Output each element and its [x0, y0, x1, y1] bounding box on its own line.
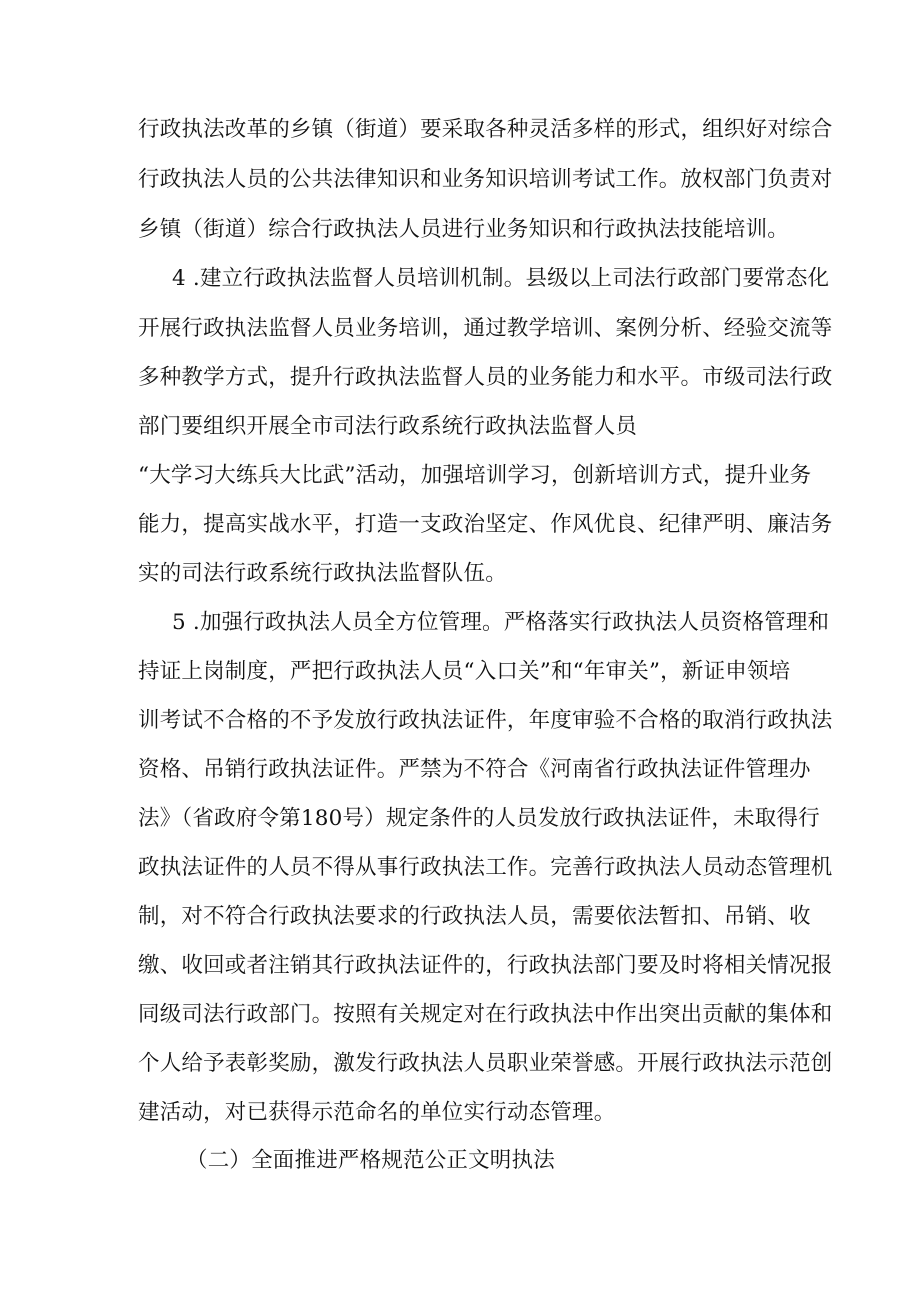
section-heading: （二）全面推进严格规范公正文明执法 — [186, 1148, 555, 1173]
paragraph-line: 制，对不符合行政执法要求的行政执法人员，需要依法暂扣、吊销、收 — [138, 904, 811, 929]
paragraph-line: 5 .加强行政执法人员全方位管理。严格落实行政执法人员资格管理和 — [172, 610, 830, 635]
paragraph-line: 开展行政执法监督人员业务培训，通过教学培训、案例分析、经验交流等 — [138, 316, 833, 341]
paragraph-line: 能力，提高实战水平，打造一支政治坚定、作风优良、纪律严明、廉洁务 — [138, 512, 833, 537]
paragraph-line: 个人给予表彰奖励，激发行政执法人员职业荣誉感。开展行政执法示范创 — [138, 1051, 833, 1076]
paragraph-line: 政执法证件的人员不得从事行政执法工作。完善行政执法人员动态管理机 — [138, 855, 833, 880]
paragraph-line: 4 .建立行政执法监督人员培训机制。县级以上司法行政部门要常态化 — [172, 266, 830, 291]
paragraph-line: “大学习大练兵大比武”活动，加强培训学习，创新培训方式，提升业务 — [138, 463, 812, 488]
paragraph-line: 缴、收回或者注销其行政执法证件的，行政执法部门要及时将相关情况报 — [138, 953, 833, 978]
paragraph-line: 行政执法人员的公共法律知识和业务知识培训考试工作。放权部门负责对 — [138, 167, 833, 192]
paragraph-line: 乡镇（街道）综合行政执法人员进行业务知识和行政执法技能培训。 — [138, 217, 790, 242]
paragraph-line: 实的司法行政系统行政执法监督队伍。 — [138, 561, 507, 586]
paragraph-line: 法》（省政府令第180号）规定条件的人员发放行政执法证件，未取得行 — [138, 806, 820, 831]
paragraph-line: 部门要组织开展全市司法行政系统行政执法监督人员 — [138, 414, 638, 439]
paragraph-line: 行政执法改革的乡镇（街道）要采取各种灵活多样的形式，组织好对综合 — [138, 117, 833, 142]
paragraph-line: 资格、吊销行政执法证件。严禁为不符合《河南省行政执法证件管理办 — [138, 757, 811, 782]
paragraph-line: 训考试不合格的不予发放行政执法证件，年度审验不合格的取消行政执法 — [138, 708, 833, 733]
paragraph-line: 持证上岗制度，严把行政执法人员“入口关”和“年审关”，新证申领培 — [138, 659, 791, 684]
paragraph-line: 多种教学方式，提升行政执法监督人员的业务能力和水平。市级司法行政 — [138, 365, 833, 390]
paragraph-line: 同级司法行政部门。按照有关规定对在行政执法中作出突出贡献的集体和 — [138, 1002, 833, 1027]
paragraph-line: 建活动，对已获得示范命名的单位实行动态管理。 — [138, 1100, 616, 1125]
